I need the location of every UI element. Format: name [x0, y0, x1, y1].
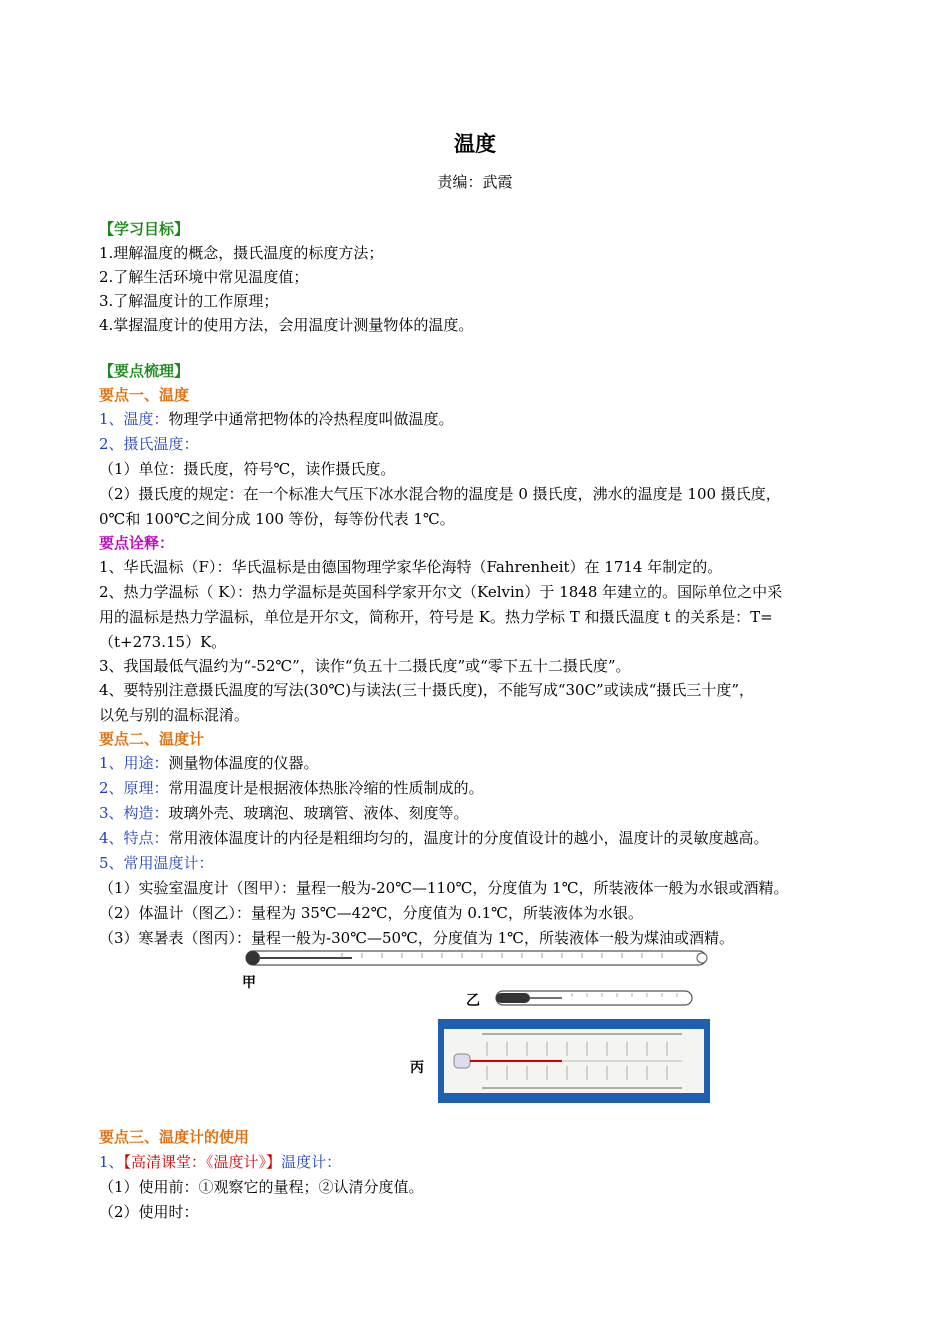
- editor-credit: 责编：武霞: [437, 173, 513, 191]
- lab-thermometer: [246, 951, 707, 965]
- point3-line: （2）使用时：: [99, 1203, 199, 1221]
- point3-suffix: 温度计：: [281, 1153, 342, 1171]
- point1-line: 0℃和 100℃之间分成 100 等份，每等份代表 1℃。: [99, 510, 455, 528]
- figure-label-jia: 甲: [242, 975, 256, 991]
- point1-text: 物理学中通常把物体的冷热程度叫做温度。: [168, 410, 454, 428]
- point2-item: [99, 828, 769, 848]
- objective-item: 3.了解温度计的工作原理；: [99, 292, 279, 310]
- point3-line: （1）使用前：①观察它的量程；②认清分度值。: [99, 1178, 424, 1196]
- point2-text: 测量物体温度的仪器。: [168, 754, 319, 772]
- point2-item: [99, 803, 469, 823]
- note-line: 4、要特别注意摄氏温度的写法(30℃)与读法(三十摄氏度)，不能写成“30C”或读成“摄氏三十度”，: [99, 681, 755, 699]
- note-line: 用的温标是热力学温标，单位是开尔文，简称开，符号是 K。热力学标 T 和摄氏温度 t 的关系是：T=: [99, 608, 773, 626]
- point2-text: 常用温度计是根据液体热胀冷缩的性质制成的。: [168, 779, 484, 797]
- point2-label: 3、构造：: [99, 804, 169, 822]
- figure-label-bing: 丙: [410, 1060, 424, 1076]
- thermometer-type-line: （2）体温计（图乙）：量程为 35℃—42℃，分度值为 0.1℃，所装液体为水银。: [99, 904, 643, 922]
- point2-label: 2、原理：: [99, 779, 169, 797]
- note-line: 1、华氏温标（F）：华氏温标是由德国物理学家华伦海特（Fahrenheit）在 1714 年制定的。: [99, 558, 723, 576]
- point2-label: 4、特点：: [99, 829, 169, 847]
- thermometer-type-line: （3）寒暑表（图丙）：量程一般为-30℃—50℃，分度值为 1℃，所装液体一般为煤油或酒精。: [99, 929, 734, 947]
- point2-common-label: 5、常用温度计：: [99, 854, 214, 872]
- note-line: 以免与别的温标混淆。: [99, 706, 250, 724]
- point1-label: 2、摄氏温度：: [99, 435, 199, 453]
- point3-prefix: 1、: [99, 1153, 124, 1171]
- figure-label-yi: 乙: [466, 993, 480, 1009]
- point1-label: 1、温度：: [99, 410, 169, 428]
- point1-header: 要点一、温度: [99, 386, 190, 404]
- hd-classroom-link[interactable]: 【高清课堂：《温度计》】: [123, 1153, 282, 1171]
- point2-text: 玻璃外壳、玻璃泡、玻璃管、液体、刻度等。: [168, 804, 469, 822]
- thermometer-type-line: （1）实验室温度计（图甲）：量程一般为-20℃—110℃，分度值为 1℃，所装液体一般为水银或酒精。: [99, 879, 789, 897]
- page-title: 温度: [454, 132, 496, 156]
- point1-line: （1）单位：摄氏度，符号℃，读作摄氏度。: [99, 460, 396, 478]
- point1-line1: [99, 409, 454, 429]
- objectives-header: 【学习目标】: [99, 220, 190, 238]
- note-line: （t+273.15）K。: [99, 633, 227, 651]
- notes-header: 要点诠释：: [99, 534, 175, 552]
- note-line: 3、我国最低气温约为“-52℃”，读作“负五十二摄氏度”或“零下五十二摄氏度”。: [99, 657, 631, 675]
- point2-label: 1、用途：: [99, 754, 169, 772]
- point3-header: 要点三、温度计的使用: [99, 1128, 250, 1146]
- note-line: 2、热力学温标（ K）：热力学温标是英国科学家开尔文（Kelvin）于 1848 年建立的。国际单位之中采: [99, 583, 783, 601]
- point2-text: 常用液体温度计的内径是粗细均匀的，温度计的分度值设计的越小，温度计的灵敏度越高。: [168, 829, 769, 847]
- clinical-thermometer: [496, 991, 692, 1005]
- point2-item: [99, 778, 484, 798]
- point2-header: 要点二、温度计: [99, 730, 205, 748]
- objective-item: 4.掌握温度计的使用方法，会用温度计测量物体的温度。: [99, 316, 474, 334]
- point3-line1: [99, 1152, 341, 1172]
- wall-thermometer: [438, 1019, 710, 1103]
- thermometers-illustration: [232, 946, 722, 1106]
- thermometers-figure: [232, 946, 722, 1106]
- point1-line: （2）摄氏度的规定：在一个标准大气压下冰水混合物的温度是 0 摄氏度，沸水的温度是 100 摄氏度，: [99, 485, 781, 503]
- objective-item: 1.理解温度的概念，摄氏温度的标度方法；: [99, 244, 384, 262]
- objective-item: 2.了解生活环境中常见温度值；: [99, 268, 309, 286]
- summary-header: 【要点梳理】: [99, 362, 190, 380]
- point2-item: [99, 753, 319, 773]
